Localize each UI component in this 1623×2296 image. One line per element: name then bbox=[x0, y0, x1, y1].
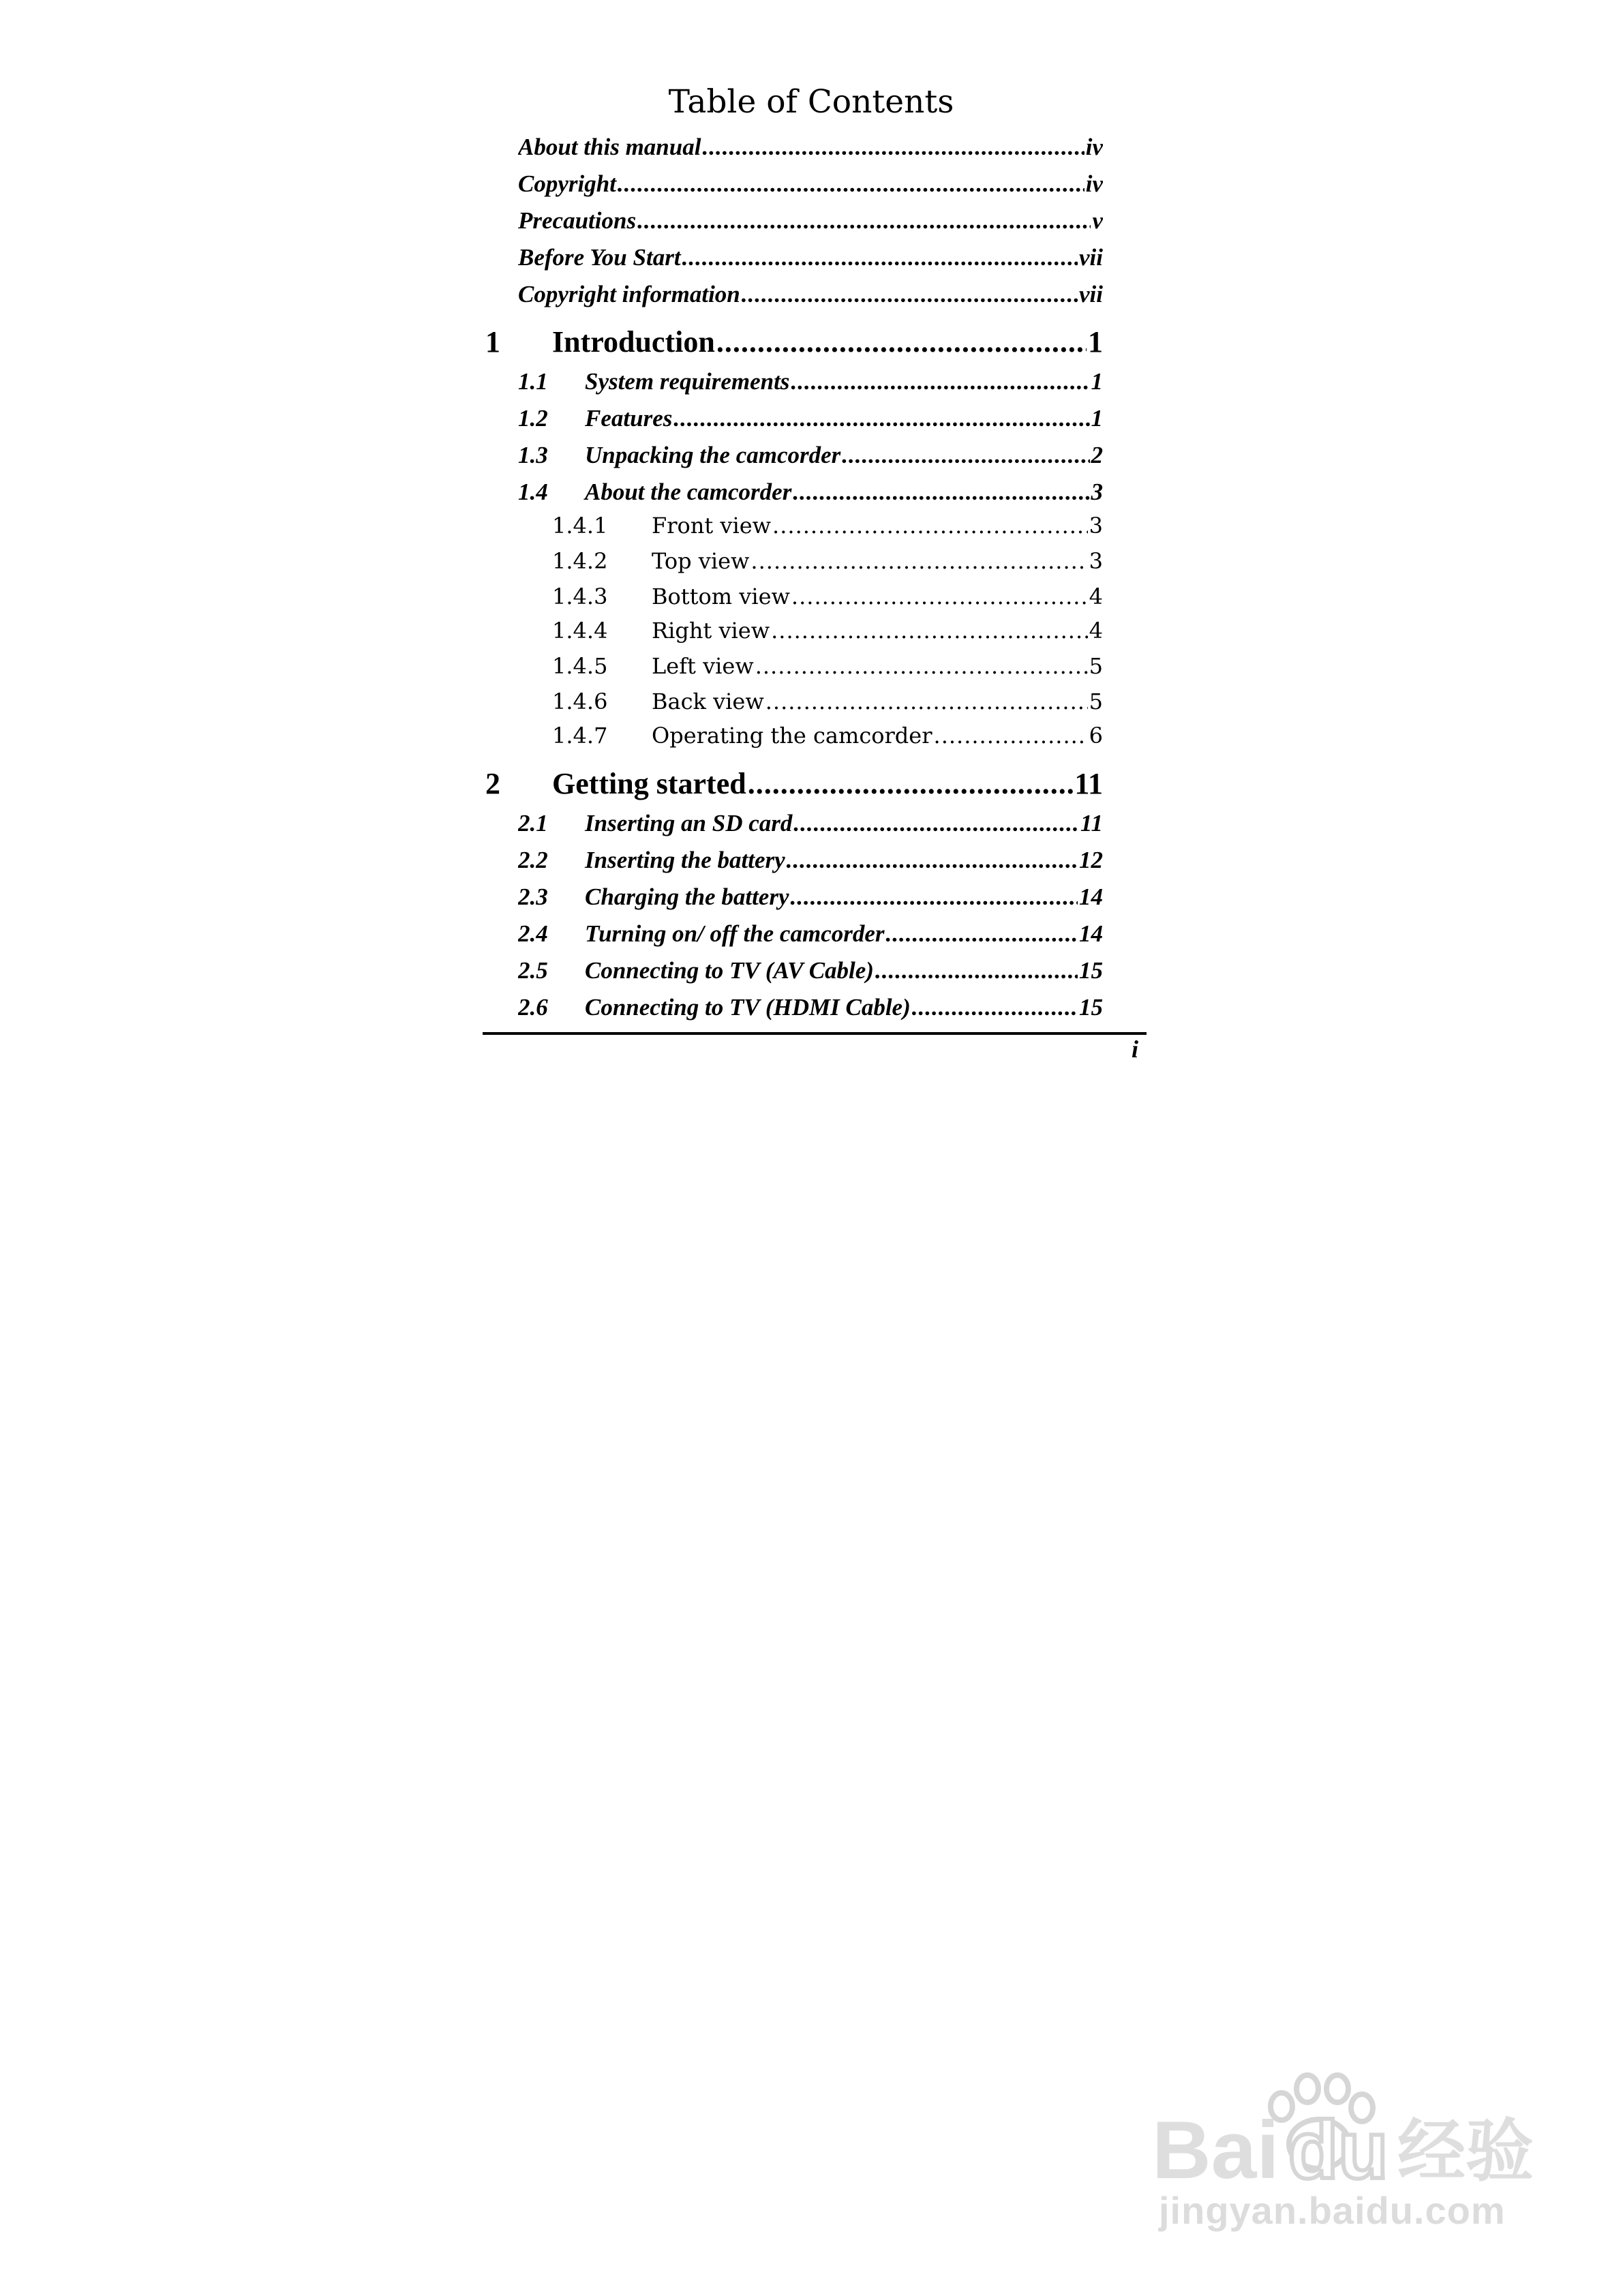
toc-subsection-1-4-2[interactable]: 1.4.2 Top view ..... 3 bbox=[552, 548, 1103, 574]
leader-dots bbox=[787, 847, 1078, 874]
leader-dots bbox=[682, 244, 1078, 271]
toc-subsection-1-4-5[interactable]: 1.4.5 Left view ..... 5 bbox=[552, 653, 1103, 679]
toc-chapter-2[interactable]: 2 Getting started ..... 11 bbox=[485, 766, 1103, 801]
leader-dots bbox=[793, 479, 1089, 506]
leader-dots bbox=[793, 810, 1079, 837]
leader-dots bbox=[934, 723, 1088, 749]
paw-toe-icon bbox=[1326, 2075, 1348, 2102]
toc-subsection-1-4-4[interactable]: 1.4.4 Right view ..... 4 bbox=[552, 618, 1103, 644]
leader-dots bbox=[875, 957, 1078, 984]
toc-subsection-1-4-7[interactable]: 1.4.7 Operating the camcorder ..... 6 bbox=[552, 723, 1103, 749]
toc-section-1-4[interactable]: 1.4 About the camcorder ..... 3 bbox=[518, 479, 1103, 506]
toc-entry-before-you-start[interactable]: Before You Start ..... vii bbox=[518, 244, 1103, 271]
leader-dots bbox=[772, 513, 1088, 539]
toc-section-1-1[interactable]: 1.1 System requirements ..... 1 bbox=[518, 368, 1103, 395]
leader-dots bbox=[702, 134, 1084, 161]
toc-entry-about-manual[interactable]: About this manual ..... iv bbox=[518, 134, 1103, 161]
toc-chapter-1[interactable]: 1 Introduction ..... 1 bbox=[485, 324, 1103, 359]
toc-section-2-3[interactable]: 2.3 Charging the battery ..... 14 bbox=[518, 883, 1103, 911]
leader-dots bbox=[885, 920, 1078, 948]
leader-dots bbox=[750, 548, 1087, 574]
watermark-brand-du: du bbox=[1288, 2104, 1389, 2196]
footer-page-number: i bbox=[1132, 1036, 1139, 1063]
toc-section-2-5[interactable]: 2.5 Connecting to TV (AV Cable) ..... 15 bbox=[518, 957, 1103, 984]
leader-dots bbox=[765, 689, 1088, 714]
baidu-watermark-logo bbox=[1145, 2059, 1547, 2263]
footer-rule bbox=[483, 1032, 1147, 1035]
leader-dots bbox=[618, 170, 1084, 198]
toc-subsection-1-4-6[interactable]: 1.4.6 Back view ..... 5 bbox=[552, 689, 1103, 714]
leader-dots bbox=[791, 584, 1088, 609]
leader-dots bbox=[790, 883, 1078, 911]
page-title: Table of Contents bbox=[668, 83, 954, 121]
toc-entry-copyright[interactable]: Copyright ..... iv bbox=[518, 170, 1103, 198]
leader-dots bbox=[748, 766, 1074, 801]
leader-dots bbox=[742, 281, 1078, 308]
leader-dots bbox=[912, 994, 1078, 1021]
toc-entry-copyright-information[interactable]: Copyright information ..... vii bbox=[518, 281, 1103, 308]
leader-dots bbox=[673, 405, 1089, 432]
paw-toe-icon bbox=[1296, 2075, 1318, 2102]
watermark-brand: Bai bbox=[1152, 2104, 1279, 2196]
toc-section-2-6[interactable]: 2.6 Connecting to TV (HDMI Cable) ..... 15 bbox=[518, 994, 1103, 1021]
leader-dots bbox=[771, 618, 1088, 644]
leader-dots bbox=[755, 653, 1088, 679]
toc-section-2-4[interactable]: 2.4 Turning on/ off the camcorder ..... 14 bbox=[518, 920, 1103, 948]
toc-section-2-2[interactable]: 2.2 Inserting the battery ..... 12 bbox=[518, 847, 1103, 874]
watermark-brand-cn: 经验 bbox=[1397, 2111, 1534, 2191]
toc-section-1-3[interactable]: 1.3 Unpacking the camcorder ..... 2 bbox=[518, 442, 1103, 469]
leader-dots bbox=[637, 207, 1091, 235]
leader-dots bbox=[842, 442, 1089, 469]
watermark-url: jingyan.baidu.com bbox=[1159, 2189, 1506, 2232]
toc-subsection-1-4-3[interactable]: 1.4.3 Bottom view ..... 4 bbox=[552, 584, 1103, 609]
toc-subsection-1-4-1[interactable]: 1.4.1 Front view ..... 3 bbox=[552, 513, 1103, 539]
leader-dots bbox=[791, 368, 1089, 395]
leader-dots bbox=[716, 324, 1087, 359]
toc-entry-precautions[interactable]: Precautions ..... v bbox=[518, 207, 1103, 235]
toc-section-2-1[interactable]: 2.1 Inserting an SD card ..... 11 bbox=[518, 810, 1103, 837]
toc-section-1-2[interactable]: 1.2 Features ..... 1 bbox=[518, 405, 1103, 432]
